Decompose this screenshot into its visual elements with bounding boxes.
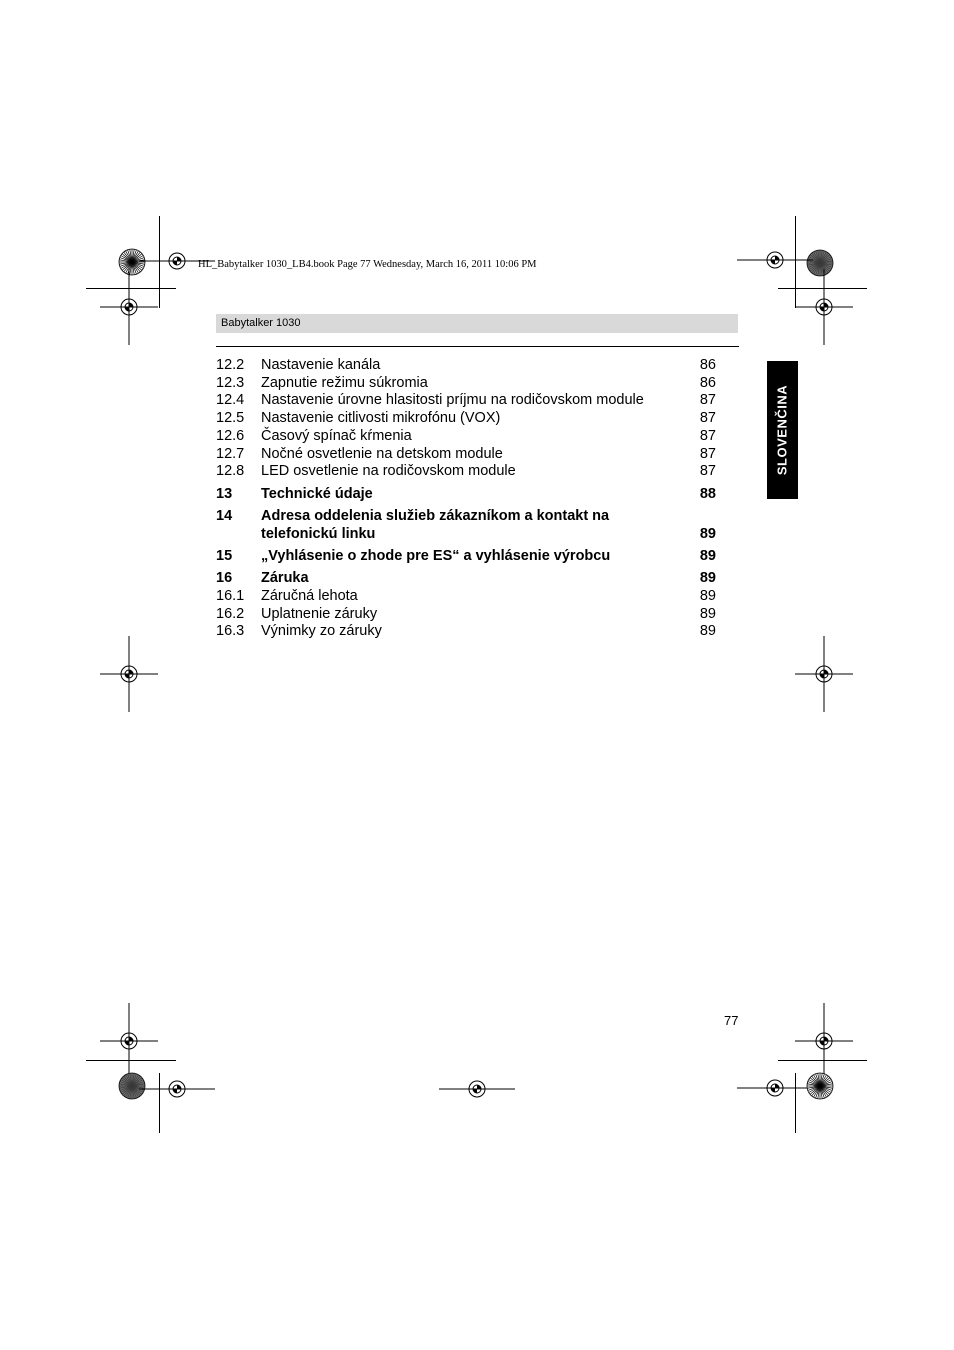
toc-entry-title: „Vyhlásenie o zhode pre ES“ a vyhlásenie výrobcu [261, 548, 611, 565]
toc-entry-number: 12.4 [216, 392, 245, 409]
toc-entry-page: 87 [699, 410, 716, 427]
toc-entry-number: 12.3 [216, 374, 245, 391]
toc-entry-page: 87 [699, 445, 716, 462]
toc-entry-page: 87 [699, 427, 716, 444]
toc-entry-page: 86 [699, 374, 716, 391]
toc-entry-number: 16.3 [216, 623, 245, 640]
toc-entry-title: Nastavenie kanála [261, 357, 381, 373]
toc-entry-title: Nastavenie citlivosti mikrofónu (VOX) [261, 410, 501, 427]
toc-entry-page: 89 [699, 587, 716, 604]
toc-entry-title: Adresa oddelenia služieb zákazníkom a kontakt na telefonickú linku [261, 508, 610, 542]
language-tab-label: SLOVENČINA [774, 384, 790, 476]
toc-entry-title: Výnimky zo záruky [261, 623, 382, 640]
toc-entry-number: 12.7 [216, 445, 245, 462]
toc-entry-title: Nastavenie úrovne hlasitosti príjmu na rodičovskom module [261, 392, 644, 409]
print-slug-line: HL_Babytalker 1030_LB4.book Page 77 Wednesday, March 16, 2011 10:06 PM [198, 259, 537, 270]
toc-entry-page: 89 [699, 605, 716, 622]
header-title: Babytalker 1030 [221, 317, 301, 329]
toc-entry-number: 12.5 [216, 410, 245, 427]
toc-entry-title: Záručná lehota [261, 587, 358, 604]
toc-entry-page: 88 [699, 485, 716, 502]
toc-entry-number: 15 [216, 548, 233, 565]
toc-entry-page: 89 [699, 570, 716, 587]
toc-entry-title: Nočné osvetlenie na detskom module [261, 445, 503, 462]
toc-entry-number: 16.1 [216, 587, 245, 604]
toc-entry-number: 14 [216, 508, 233, 525]
toc-entry-title: Záruka [261, 570, 309, 587]
toc-entry-number: 12.8 [216, 463, 245, 480]
toc-entry-number: 13 [216, 485, 233, 502]
toc-entry-number: 12.2 [216, 357, 245, 373]
toc-entry-number: 12.6 [216, 427, 245, 444]
toc-entry-page: 86 [699, 357, 716, 373]
toc-entry-number: 16 [216, 570, 233, 587]
toc-entry-page: 87 [699, 463, 716, 480]
toc-entry-page: 89 [699, 623, 716, 640]
toc-entry-title: Technické údaje [261, 485, 373, 502]
toc-entry-page: 87 [699, 392, 716, 409]
toc-entry-title: Časový spínač kŕmenia [261, 427, 412, 444]
page-number: 77 [724, 1013, 739, 1028]
toc-entry-title: LED osvetlenie na rodičovskom module [261, 463, 516, 480]
toc-entry-page: 89 [699, 525, 716, 542]
toc-entry-title: Zapnutie režimu súkromia [261, 374, 428, 391]
toc-entry-title: Uplatnenie záruky [261, 605, 378, 622]
toc-entry-page: 89 [699, 548, 716, 565]
toc-entry-number: 16.2 [216, 605, 245, 622]
